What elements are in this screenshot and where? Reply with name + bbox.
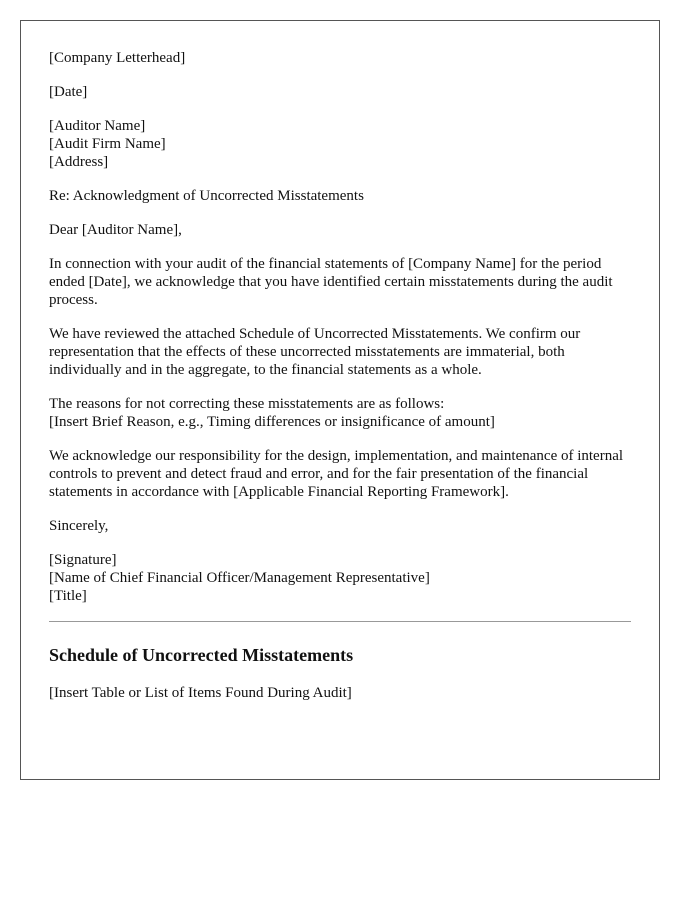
date-block (49, 83, 631, 101)
schedule-placeholder: [Insert Table or List of Items Found During Audit] (49, 685, 352, 701)
body-paragraph-responsibility: We acknowledge our responsibility for the design, implementation, and maintenance of internal controls to prevent and detect fraud and error, and for the fair presentation of the financial statements in accordance with [Applicable Financial Reporting Framework]. (49, 448, 624, 500)
recipient-name: [Auditor Name] (49, 118, 146, 134)
closing-block (49, 517, 631, 535)
body-paragraph-confirmation: We have reviewed the attached Schedule of Uncorrected Misstatements. We confirm our representation that the effects of these uncorrected misstatements are immaterial, both individually and in the aggregate, to the financial statements as a whole. (49, 326, 581, 378)
section-divider (49, 621, 631, 622)
letter-page (20, 20, 660, 780)
recipient-firm: [Audit Firm Name] (49, 136, 166, 152)
salutation-block (49, 221, 631, 239)
company-letterhead: [Company Letterhead] (49, 50, 186, 66)
letterhead-block (49, 49, 631, 67)
subject-block (49, 187, 631, 205)
signature-line: [Signature] (49, 552, 117, 568)
recipient-address: [Address] (49, 154, 109, 170)
reasons-intro: The reasons for not correcting these misstatements are as follows: (49, 396, 445, 412)
schedule-title: Schedule of Uncorrected Misstatements (49, 645, 354, 665)
reasons-placeholder: [Insert Brief Reason, e.g., Timing differences or insignificance of amount] (49, 414, 495, 430)
letter-subject: Re: Acknowledgment of Uncorrected Misstatements (49, 188, 364, 204)
signature-block (49, 551, 631, 605)
signatory-title: [Title] (49, 588, 87, 604)
recipient-block (49, 117, 631, 171)
body-paragraph-intro: In connection with your audit of the financial statements of [Company Name] for the period ended [Date], we acknowledge that you have identified certain misstatements during the audit process. (49, 256, 613, 308)
letter-date: [Date] (49, 84, 88, 100)
letter-closing: Sincerely, (49, 518, 109, 534)
signatory-name: [Name of Chief Financial Officer/Management Representative] (49, 570, 430, 586)
reasons-block (49, 395, 631, 431)
letter-salutation: Dear [Auditor Name], (49, 222, 182, 238)
